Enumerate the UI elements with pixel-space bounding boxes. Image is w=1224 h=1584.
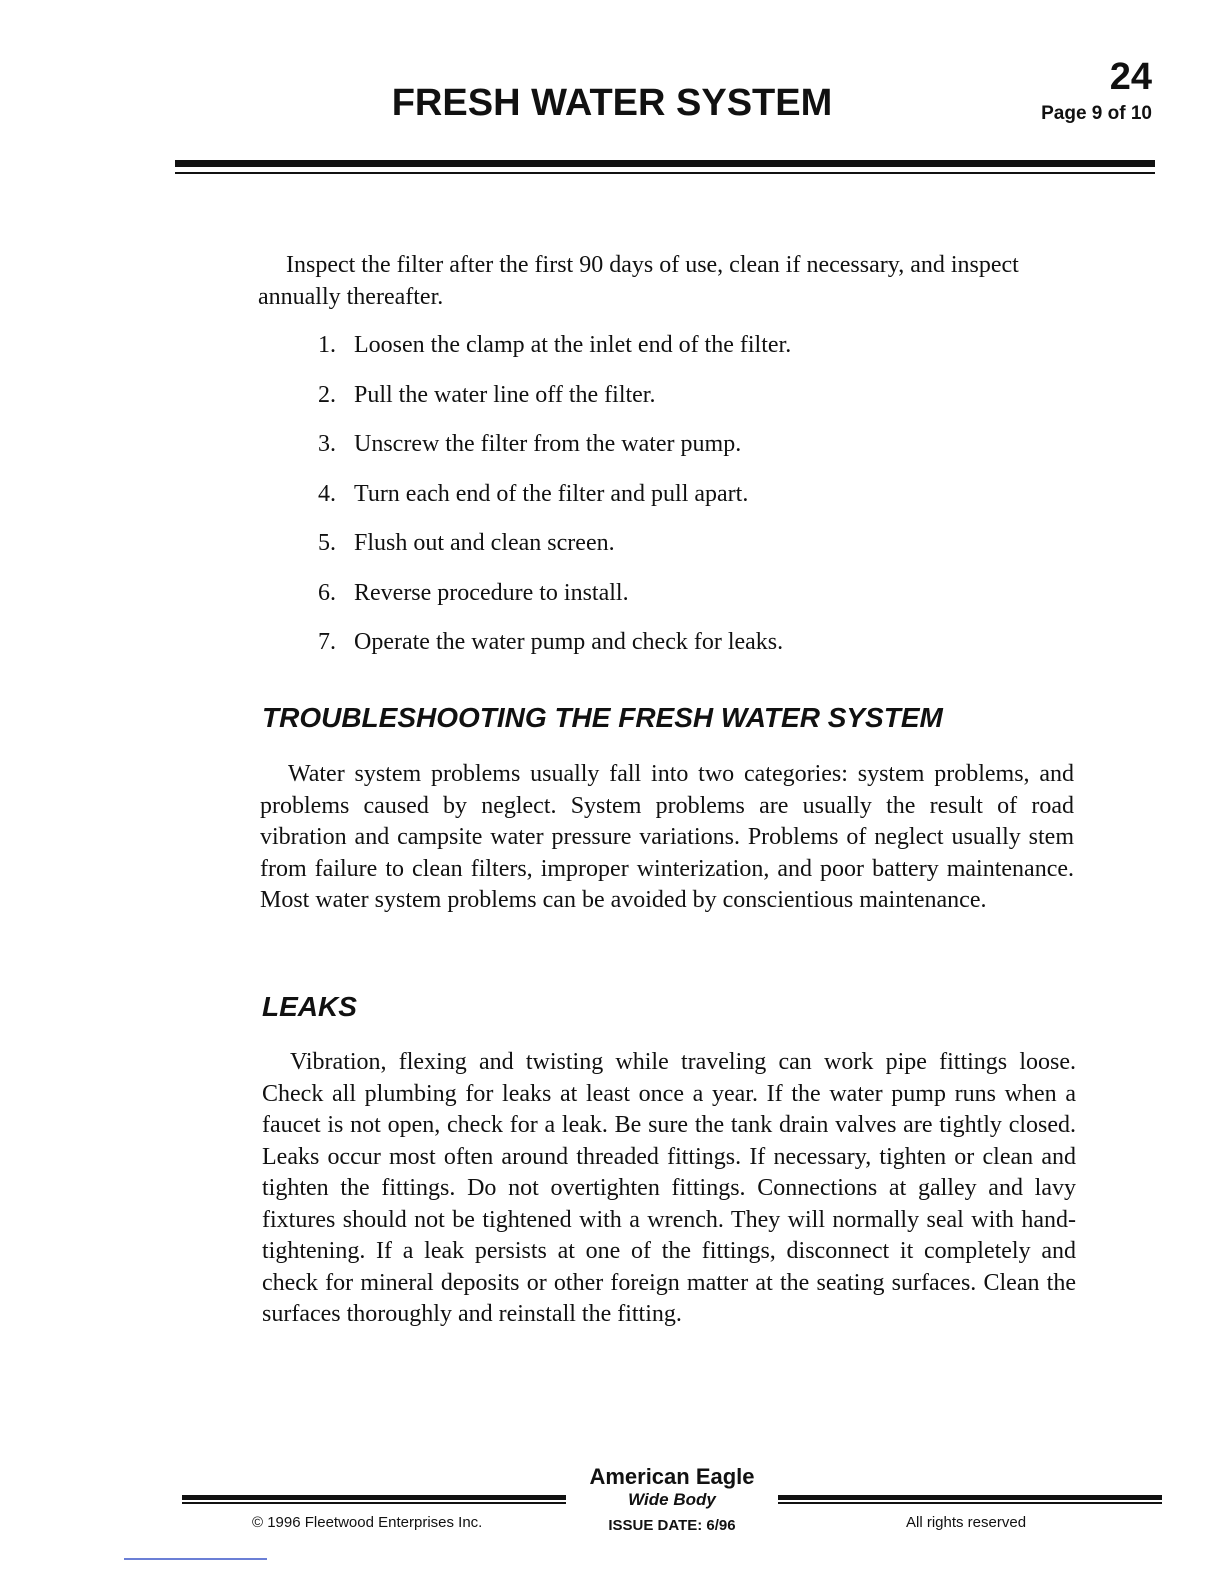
step-text: Operate the water pump and check for leaks.	[354, 629, 784, 655]
filter-steps-list	[318, 330, 1058, 677]
step-text: Unscrew the filter from the water pump.	[354, 431, 742, 457]
footer-rights: All rights reserved	[906, 1514, 1027, 1531]
intro-paragraph: Inspect the filter after the first 90 days of use, clean if necessary, and inspect annually thereafter.	[258, 252, 1019, 310]
step-number: 1.	[318, 332, 336, 358]
leaks-paragraph: Vibration, flexing and twisting while traveling can work pipe fittings loose. Check all plumbing for leaks at least once a year. If the water pump runs when a faucet is not open, check for a leak. Be sure the tank drain valves are tightly closed. Leaks occur most often around threaded fittings. If necessary, tighten or clean and tighten the fittings. Do not overtighten fittings. Connections at galley and lavy fixtures should not be tightened with a wrench. They will normally seal with hand-tightening. If a leak persists at one of the fittings, disconnect it completely and check for mineral deposits or other foreign matter at the seating surfaces. Clean the surfaces thoroughly and reinstall the fitting.	[262, 1049, 1076, 1327]
list-item	[318, 578, 1058, 628]
list-item	[318, 528, 1058, 578]
list-item	[318, 429, 1058, 479]
step-text: Pull the water line off the filter.	[354, 381, 656, 408]
footer-model: Wide Body	[628, 1490, 716, 1509]
list-item	[318, 380, 1058, 430]
troubleshooting-heading: TROUBLESHOOTING THE FRESH WATER SYSTEM	[262, 702, 943, 733]
step-number: 2.	[318, 381, 336, 408]
scan-edge-mark	[124, 1558, 267, 1560]
step-text: Loosen the clamp at the inlet end of the filter.	[354, 332, 792, 358]
step-text: Turn each end of the filter and pull apart.	[354, 480, 749, 507]
footer-copyright: © 1996 Fleetwood Enterprises Inc.	[252, 1514, 483, 1531]
footer-rule-left	[182, 1495, 566, 1500]
list-item	[318, 330, 1058, 380]
step-number: 6.	[318, 579, 336, 606]
footer-rule-left-thin	[182, 1502, 566, 1504]
step-text: Reverse procedure to install.	[354, 579, 629, 606]
step-number: 4.	[318, 480, 336, 507]
footer-rule-right	[778, 1495, 1162, 1500]
troubleshooting-paragraph: Water system problems usually fall into two categories: system problems, and problems caused by neglect. System problems are usually the result of road vibration and campsite water pressure variations. Problems of neglect usually stem from failure to clean filters, improper winterization, and poor battery maintenance. Most water system problems can be avoided by conscientious maintenance.	[260, 761, 1074, 913]
page-indicator: Page 9 of 10	[1041, 103, 1152, 124]
step-number: 5.	[318, 530, 336, 556]
leaks-heading: LEAKS	[262, 991, 357, 1022]
footer-brand: American Eagle	[589, 1464, 755, 1489]
header-rule-thin	[175, 172, 1155, 174]
list-item	[318, 627, 1058, 677]
list-item	[318, 479, 1058, 529]
footer-rule-right-thin	[778, 1502, 1162, 1504]
step-number: 3.	[318, 431, 336, 457]
step-text: Flush out and clean screen.	[354, 530, 615, 556]
footer-issue-date: ISSUE DATE: 6/96	[608, 1517, 736, 1534]
page-title: FRESH WATER SYSTEM	[391, 82, 833, 124]
section-number: 24	[1109, 56, 1152, 98]
header-rule	[175, 160, 1155, 167]
step-number: 7.	[318, 629, 336, 655]
